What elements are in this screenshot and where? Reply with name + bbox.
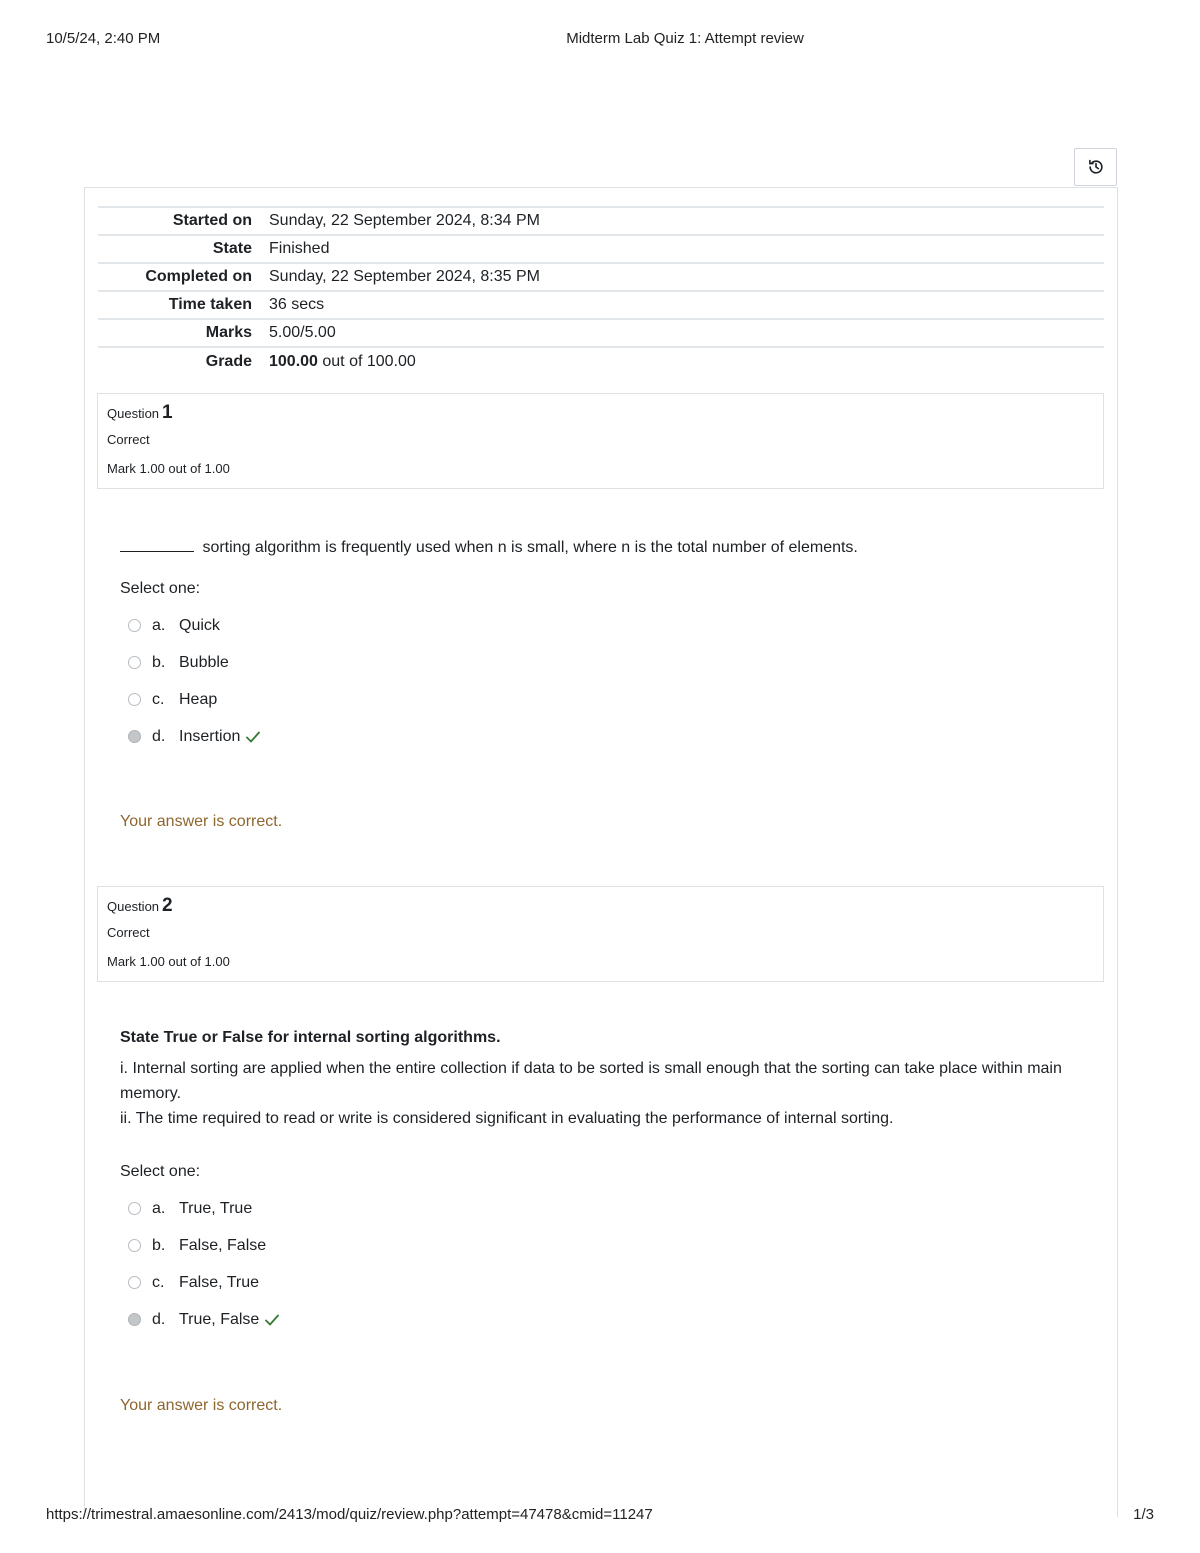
question-content [120,1025,1080,1414]
answer-option[interactable] [128,607,261,644]
reset-user-tour-button[interactable] [1074,148,1117,186]
summary-label: Marks [205,324,252,341]
summary-value [269,347,1104,375]
history-icon [1087,158,1105,176]
answer-radio[interactable] [128,1239,141,1252]
answer-option[interactable] [128,1227,280,1264]
summary-row-grade [98,347,1104,375]
check-icon [264,1312,280,1328]
summary-label: Completed on [145,268,252,285]
question-info [97,393,1104,489]
question-number: Question 1 [107,402,173,423]
question-text: sorting algorithm is frequently used when n is small, where n is the total number of elements. [120,535,1080,560]
answer-radio[interactable] [128,1202,141,1215]
summary-value: Sunday, 22 September 2024, 8:35 PM [269,268,540,285]
answer-feedback: Your answer is correct. [120,813,283,830]
summary-row [98,291,1104,319]
answer-letter: a. [152,616,166,634]
answer-radio[interactable] [128,619,141,632]
answer-blank [120,537,194,552]
question-statement-2: ii. The time required to read or write is considered significant in evaluating the performance of internal sorting. [120,1110,894,1127]
answer-text: True, False [179,1310,260,1328]
answer-text: Bubble [179,653,229,671]
summary-row [98,319,1104,347]
question-statement-1: i. Internal sorting are applied when the entire collection if data to be sorted is small enough that the sorting can take place within main memory. [120,1060,1062,1102]
question-grade: Mark 1.00 out of 1.00 [107,954,230,969]
question-info [97,886,1104,982]
print-page-number: 1/3 [1133,1506,1154,1523]
question-content [120,535,1080,830]
select-one-prompt: Select one: [120,580,201,597]
answer-option-selected[interactable] [128,718,261,755]
question-text [120,1025,1080,1131]
answer-option[interactable] [128,1264,280,1301]
summary-label: Started on [172,212,252,229]
summary-row [98,263,1104,291]
grade-value: 100.00 [269,352,318,370]
answer-radio[interactable] [128,1276,141,1289]
summary-value: 36 secs [269,296,325,313]
answer-text: False, False [179,1236,267,1254]
answer-option-selected[interactable] [128,1301,280,1338]
answer-text: Quick [179,616,220,634]
summary-label: State [212,240,252,257]
select-one-prompt: Select one: [120,1163,201,1180]
answer-text: Heap [179,690,218,708]
question-heading: State True or False for internal sorting algorithms. [120,1029,501,1046]
answer-feedback: Your answer is correct. [120,1397,283,1414]
question-state: Correct [107,925,150,940]
check-icon [245,729,261,745]
print-footer [46,1506,1154,1526]
answer-option[interactable] [128,681,261,718]
print-url: https://trimestral.amaesonline.com/2413/mod/quiz/review.php?attempt=47478&cmid=11247 [46,1506,653,1523]
grade-out-of: out of 100.00 [317,352,416,370]
answer-text: True, True [179,1199,253,1217]
answer-option[interactable] [128,1190,280,1227]
answer-letter: a. [152,1199,166,1217]
answer-text: Insertion [179,727,241,745]
answer-option[interactable] [128,644,261,681]
summary-row [98,207,1104,235]
answer-text: False, True [179,1273,260,1291]
answer-radio-checked[interactable] [128,730,141,743]
summary-row [98,235,1104,263]
answer-list [128,607,261,755]
answer-radio[interactable] [128,693,141,706]
print-header [46,30,1154,50]
print-date: 10/5/24, 2:40 PM [46,30,161,47]
summary-label: Time taken [168,296,252,313]
question-number: Question 2 [107,895,173,916]
answer-radio[interactable] [128,656,141,669]
summary-label: Grade [205,352,252,370]
answer-letter: c. [152,1273,165,1291]
question-grade: Mark 1.00 out of 1.00 [107,461,230,476]
attempt-summary-table [98,206,1104,375]
answer-letter: b. [152,1236,166,1254]
summary-value: Sunday, 22 September 2024, 8:34 PM [269,212,540,229]
question-state: Correct [107,432,150,447]
print-title: Midterm Lab Quiz 1: Attempt review [566,30,804,47]
answer-letter: d. [152,1310,166,1328]
summary-value: 5.00/5.00 [269,324,336,341]
answer-letter: b. [152,653,166,671]
answer-letter: c. [152,690,165,708]
answer-letter: d. [152,727,166,745]
answer-radio-checked[interactable] [128,1313,141,1326]
summary-value: Finished [269,240,330,257]
answer-list [128,1190,280,1338]
